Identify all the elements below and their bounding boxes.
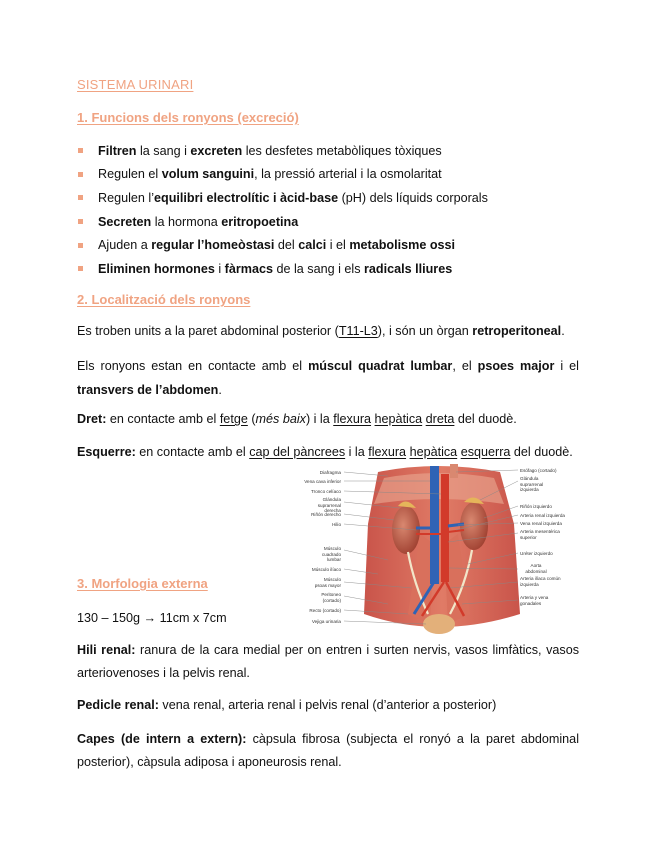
list-item: [77, 210, 597, 234]
section-heading-morfologia: 3. Morfologia externa: [77, 576, 208, 591]
bullet-icon: [78, 219, 83, 224]
figure-label: Músculo cuadrado lumbar: [321, 546, 341, 562]
paragraph: Capes (de intern a extern): càpsula fibrosa (subjecta el ronyó a la paret abdominal posterior), càpsula adiposa i aponeurosis renal.: [77, 732, 579, 769]
list-item-text: Ajuden a regular l’homeòstasi del calci i el metabolisme ossi: [98, 238, 456, 253]
list-item: [77, 139, 597, 163]
figure-label: Músculo ilíaco: [311, 567, 341, 572]
paragraph: Pedicle renal: vena renal, arteria renal i pelvis renal (d’anterior a posterior): [77, 698, 497, 712]
paragraph: Els ronyons estan en contacte amb el múscul quadrat lumbar, el psoes major i el transvers de l’abdomen.: [77, 359, 579, 397]
figure-label: Riñón derecho: [311, 512, 341, 517]
list-item: [77, 257, 597, 281]
section-heading-funcions: 1. Funcions dels ronyons (excreció): [77, 110, 299, 125]
list-item: [77, 163, 597, 187]
paragraph: Esquerre: en contacte amb el cap del pàncrees i la flexura hepàtica esquerra del duodè.: [77, 445, 573, 459]
figure-label: Arteria y vena gonadales: [520, 595, 549, 606]
list-item-text: Eliminen hormones i fàrmacs de la sang i els radicals lliures: [98, 261, 453, 276]
bullet-icon: [78, 148, 83, 153]
kidney-anatomy-figure: [304, 464, 570, 636]
paragraph: Dret: en contacte amb el fetge (més baix) i la flexura hepàtica dreta del duodè.: [77, 412, 517, 426]
bullet-icon: [78, 195, 83, 200]
functions-list: [77, 139, 597, 281]
document-title: SISTEMA URINARI: [77, 77, 194, 92]
bullet-icon: [78, 172, 83, 177]
paragraph: 130 – 150g → 11cm x 7cm: [77, 611, 227, 625]
figure-label: Glándula suprarrenal izquierda: [520, 476, 544, 492]
figure-label: Arteria mesentérica superior: [520, 529, 560, 540]
bullet-icon: [78, 266, 83, 271]
list-item-text: Regulen el volum sanguini, la pressió arterial i la osmolaritat: [98, 167, 442, 182]
figure-label: Peritoneo (cortado): [321, 592, 341, 603]
figure-label: Músculo psoas mayor: [314, 577, 341, 588]
figure-label: Riñón izquierdo: [520, 504, 552, 509]
list-item-text: Regulen l’equilibri electrolític i àcid-base (pH) dels líquids corporals: [98, 190, 488, 205]
figure-label: Vena cava inferior: [304, 479, 341, 484]
paragraph: Hili renal: ranura de la cara medial per on entren i surten nervis, vasos limfàtics, vasos arteriovenoses i la pelvis renal.: [77, 643, 579, 680]
list-item-text: Secreten la hormona eritropoetina: [98, 214, 299, 229]
figure-label: Glándula suprarrenal derecha: [317, 497, 341, 513]
list-item: [77, 186, 597, 210]
figure-label: Vena renal izquierda: [520, 521, 562, 526]
figure-label: Diafragma: [319, 470, 341, 475]
figure-label: Arteria ilíaca común izquierda: [520, 576, 561, 587]
figure-label: Esófago (cortado): [520, 468, 557, 473]
list-item-text: Filtren la sang i excreten les desfetes metabòliques tòxiques: [98, 143, 442, 158]
paragraph: Es troben units a la paret abdominal posterior (T11-L3), i són un òrgan retroperitoneal.: [77, 324, 565, 338]
list-item: [77, 233, 597, 257]
figure-label: Vejiga urinaria: [311, 619, 341, 624]
figure-label: Uréter izquierdo: [520, 551, 553, 556]
figure-label: Tronco celíaco: [311, 489, 341, 494]
section-heading-localitzacio: 2. Localització dels ronyons: [77, 292, 251, 307]
figure-label: Hilio: [332, 522, 341, 527]
figure-label: Arteria renal izquierda: [520, 513, 565, 518]
bullet-icon: [78, 243, 83, 248]
figure-label: Aorta abdominal: [525, 563, 547, 574]
figure-label: Recto (cortado): [309, 608, 341, 613]
